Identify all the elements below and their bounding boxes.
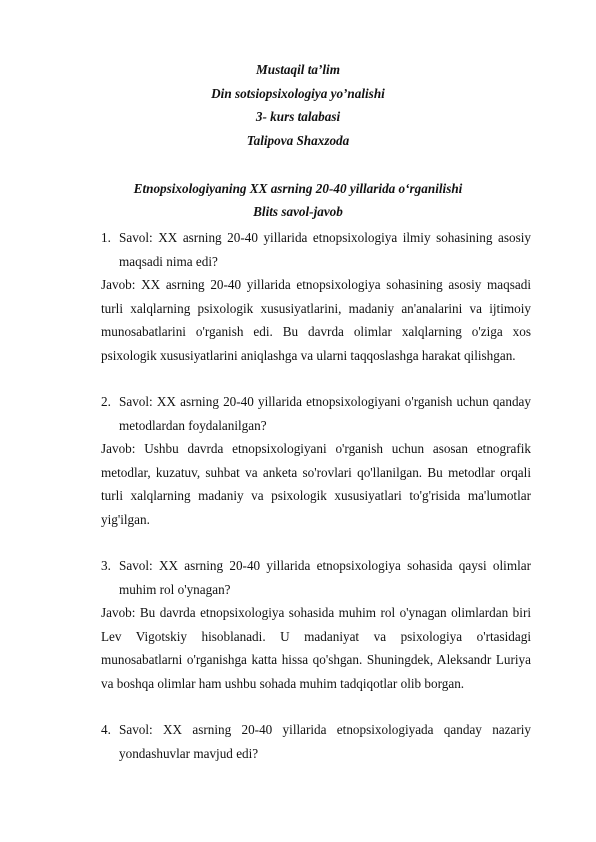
question-2 xyxy=(101,390,531,437)
header-line-3: 3- kurs talabasi xyxy=(255,109,341,124)
question-3 xyxy=(101,554,531,601)
header-line-2: Din sotsiopsixologiya yo’nalishi xyxy=(211,85,385,101)
question-text: Savol: XX asrning 20-40 yillarida etnopsixologiyani o'rganish uchun qanday metodlardan foydalanilgan? xyxy=(119,394,531,433)
question-number: 4. xyxy=(101,722,111,737)
title-sub: Blits savol-javob xyxy=(253,204,343,219)
answer-3: Javob: Bu davrda etnopsixologiya sohasida muhim rol o'ynagan olimlardan biri Lev Vigotskiy hisoblanadi. U madaniyat va psixologiya o'rtasidagi munosabatlarni o'rganishga katta hissa qo'shgan. Shuningdek, Aleksandr Luriya va boshqa olimlar ham ushbu sohada muhim tadqiqotlar olib borgan. xyxy=(101,605,531,691)
title-main: Etnopsixologiyaning XX asrning 20-40 yillarida o‘rganilishi xyxy=(133,181,463,196)
question-number: 1. xyxy=(101,230,111,245)
question-number: 3. xyxy=(101,558,111,573)
answer-1: Javob: XX asrning 20-40 yillarida etnopsixologiya sohasining asosiy maqsadi turli xalqlarning psixologik xususiyatlarini, madaniy an'analarini va ijtimoiy munosabatlarini o'rganish edi. Bu davrda olimlar xalqlarning o'ziga xos psixologik xususiyatlarini aniqlashga va ularni taqqoslashga harakat qilishgan. xyxy=(101,277,531,363)
qa-item-2 xyxy=(101,390,531,531)
qa-item-3 xyxy=(101,554,531,695)
question-number: 2. xyxy=(101,394,111,409)
document-title xyxy=(0,177,596,223)
document-header xyxy=(0,58,596,152)
question-4 xyxy=(101,718,531,765)
question-text: Savol: XX asrning 20-40 yillarida etnopsixologiya sohasida qaysi olimlar muhim rol o'ynagan? xyxy=(119,558,531,597)
question-text: Savol: XX asrning 20-40 yillarida etnopsixologiyada qanday nazariy yondashuvlar mavjud edi? xyxy=(119,722,531,761)
qa-list xyxy=(101,226,531,765)
question-text: Savol: XX asrning 20-40 yillarida etnopsixologiya ilmiy sohasining asosiy maqsadi nima edi? xyxy=(119,230,531,269)
answer-2: Javob: Ushbu davrda etnopsixologiyani o'rganish uchun asosan etnografik metodlar, kuzatuv, suhbat va anketa so'rovlari qo'llanilgan. Bu metodlar orqali turli xalqlarning madaniy va psixologik xususiyatlari to'g'risida ma'lumotlar yig'ilgan. xyxy=(101,441,531,527)
qa-item-4 xyxy=(101,718,531,765)
question-1 xyxy=(101,226,531,273)
header-line-4: Talipova Shaxzoda xyxy=(246,132,350,148)
qa-item-1 xyxy=(101,226,531,367)
header-line-1: Mustaqil ta’lim xyxy=(256,62,340,77)
